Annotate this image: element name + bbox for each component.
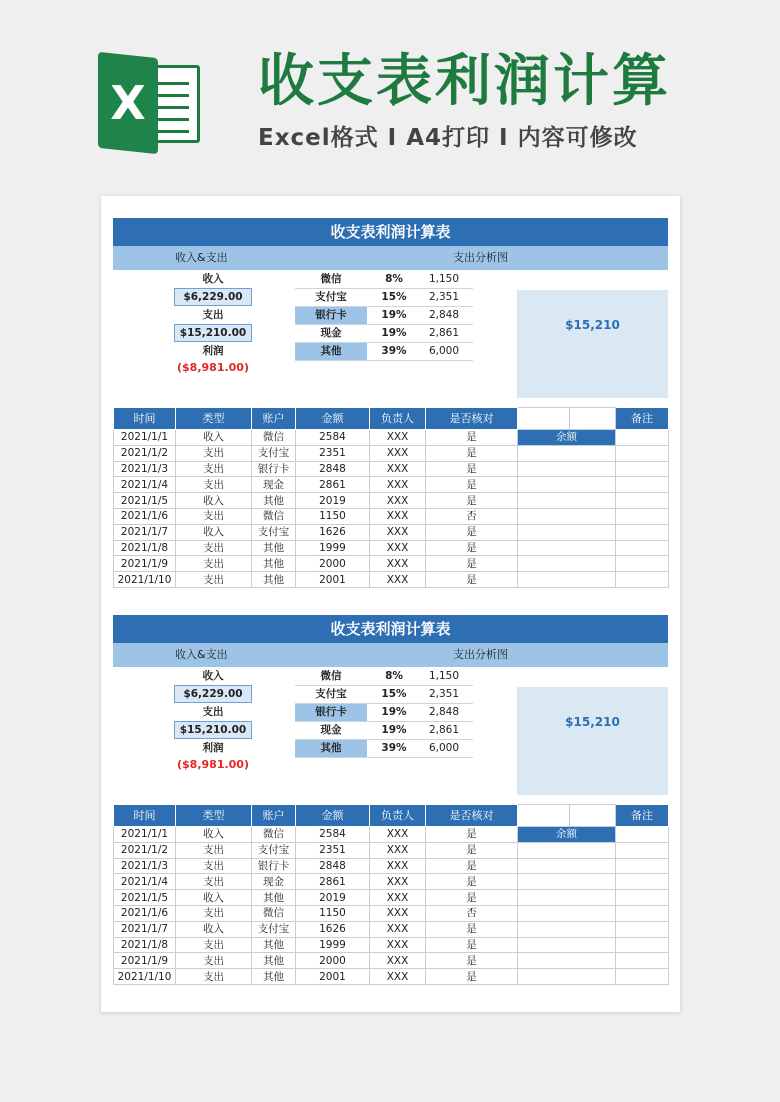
date-cell[interactable]: 2021/1/6 bbox=[114, 905, 176, 921]
category-pct: 19% bbox=[381, 706, 407, 718]
table-row[interactable] bbox=[114, 556, 669, 572]
amount-cell[interactable]: 2001 bbox=[296, 572, 370, 588]
table-row[interactable] bbox=[114, 524, 669, 540]
date-cell[interactable]: 2021/1/10 bbox=[114, 572, 176, 588]
date-cell[interactable]: 2021/1/1 bbox=[114, 430, 176, 446]
column-header: 备注 bbox=[616, 805, 669, 827]
balance-cell[interactable] bbox=[518, 969, 616, 985]
owner-cell[interactable]: XXX bbox=[370, 461, 426, 477]
category-name: 微信 bbox=[320, 273, 342, 285]
balance-cell[interactable] bbox=[518, 905, 616, 921]
amount-cell[interactable]: 2019 bbox=[296, 890, 370, 906]
balance-label: 余额 bbox=[518, 827, 616, 843]
category-row[interactable] bbox=[295, 686, 473, 704]
column-header: 金额 bbox=[296, 408, 370, 430]
date-cell[interactable]: 2021/1/8 bbox=[114, 937, 176, 953]
note-cell[interactable] bbox=[616, 508, 669, 524]
table-row[interactable] bbox=[114, 493, 669, 509]
type-cell[interactable]: 收入 bbox=[176, 430, 252, 446]
expense-value[interactable]: $15,210.00 bbox=[174, 721, 252, 739]
amount-cell[interactable]: 2848 bbox=[296, 858, 370, 874]
owner-cell[interactable]: XXX bbox=[370, 827, 426, 843]
checked-cell[interactable]: 是 bbox=[426, 874, 518, 890]
amount-cell[interactable]: 2848 bbox=[296, 461, 370, 477]
excel-logo-icon bbox=[98, 55, 202, 151]
table-row[interactable] bbox=[114, 572, 669, 588]
category-name: 现金 bbox=[320, 327, 342, 339]
table-row[interactable] bbox=[114, 430, 669, 446]
checked-cell[interactable]: 是 bbox=[426, 969, 518, 985]
income-expense-label: 收入&支出 bbox=[175, 648, 228, 661]
owner-cell[interactable]: XXX bbox=[370, 572, 426, 588]
amount-cell[interactable]: 2351 bbox=[296, 842, 370, 858]
note-cell[interactable] bbox=[616, 477, 669, 493]
amount-cell[interactable]: 2861 bbox=[296, 477, 370, 493]
date-cell[interactable]: 2021/1/2 bbox=[114, 445, 176, 461]
date-cell[interactable]: 2021/1/5 bbox=[114, 890, 176, 906]
type-cell[interactable]: 支出 bbox=[176, 540, 252, 556]
owner-cell[interactable]: XXX bbox=[370, 858, 426, 874]
amount-cell[interactable]: 2000 bbox=[296, 556, 370, 572]
account-cell[interactable]: 现金 bbox=[252, 477, 296, 493]
account-cell[interactable]: 其他 bbox=[252, 572, 296, 588]
account-cell[interactable]: 现金 bbox=[252, 874, 296, 890]
category-amount: 6,000 bbox=[428, 742, 459, 754]
owner-cell[interactable]: XXX bbox=[370, 430, 426, 446]
category-amount: 1,150 bbox=[428, 273, 459, 285]
balance-cell[interactable] bbox=[518, 461, 616, 477]
balance-cell[interactable] bbox=[518, 477, 616, 493]
balance-cell[interactable] bbox=[518, 508, 616, 524]
checked-cell[interactable]: 是 bbox=[426, 445, 518, 461]
category-name: 现金 bbox=[320, 724, 342, 736]
owner-cell[interactable]: XXX bbox=[370, 969, 426, 985]
note-cell[interactable] bbox=[616, 524, 669, 540]
expense-chart[interactable] bbox=[517, 687, 668, 795]
note-cell[interactable] bbox=[616, 827, 669, 843]
date-cell[interactable]: 2021/1/7 bbox=[114, 921, 176, 937]
account-cell[interactable]: 其他 bbox=[252, 556, 296, 572]
table-row[interactable] bbox=[114, 953, 669, 969]
category-pct: 19% bbox=[381, 309, 407, 321]
type-cell[interactable]: 支出 bbox=[176, 937, 252, 953]
column-header: 时间 bbox=[114, 805, 176, 827]
note-cell[interactable] bbox=[616, 890, 669, 906]
category-pct: 19% bbox=[381, 327, 407, 339]
owner-cell[interactable]: XXX bbox=[370, 540, 426, 556]
type-cell[interactable]: 支出 bbox=[176, 953, 252, 969]
amount-cell[interactable]: 1150 bbox=[296, 508, 370, 524]
expense-value[interactable]: $15,210.00 bbox=[174, 324, 252, 342]
checked-cell[interactable]: 否 bbox=[426, 508, 518, 524]
balance-cell[interactable] bbox=[518, 556, 616, 572]
note-cell[interactable] bbox=[616, 461, 669, 477]
owner-cell[interactable]: XXX bbox=[370, 953, 426, 969]
document-page bbox=[101, 196, 680, 1012]
type-cell[interactable]: 收入 bbox=[176, 921, 252, 937]
category-pct: 19% bbox=[381, 724, 407, 736]
checked-cell[interactable]: 是 bbox=[426, 430, 518, 446]
column-header: 负责人 bbox=[370, 408, 426, 430]
category-amount: 1,150 bbox=[428, 670, 459, 682]
page-title: 收支表利润计算 bbox=[258, 49, 671, 114]
account-cell[interactable]: 微信 bbox=[252, 905, 296, 921]
account-cell[interactable]: 其他 bbox=[252, 890, 296, 906]
profit-label: 利润 bbox=[202, 345, 224, 357]
amount-cell[interactable]: 2861 bbox=[296, 874, 370, 890]
type-cell[interactable]: 支出 bbox=[176, 508, 252, 524]
checked-cell[interactable]: 是 bbox=[426, 540, 518, 556]
column-header-blank[interactable] bbox=[518, 805, 570, 827]
category-row[interactable] bbox=[295, 307, 473, 325]
chart-total: $15,210 bbox=[565, 715, 620, 729]
sheet-title: 收支表利润计算表 bbox=[113, 218, 668, 246]
balance-cell[interactable] bbox=[518, 858, 616, 874]
amount-cell[interactable]: 2584 bbox=[296, 827, 370, 843]
amount-cell[interactable]: 2584 bbox=[296, 430, 370, 446]
note-cell[interactable] bbox=[616, 430, 669, 446]
type-cell[interactable]: 收入 bbox=[176, 524, 252, 540]
table-row[interactable] bbox=[114, 905, 669, 921]
balance-cell[interactable] bbox=[518, 524, 616, 540]
table-row[interactable] bbox=[114, 937, 669, 953]
checked-cell[interactable]: 是 bbox=[426, 493, 518, 509]
category-row[interactable] bbox=[295, 289, 473, 307]
balance-cell[interactable] bbox=[518, 842, 616, 858]
type-cell[interactable]: 支出 bbox=[176, 858, 252, 874]
amount-cell[interactable]: 2000 bbox=[296, 953, 370, 969]
date-cell[interactable]: 2021/1/9 bbox=[114, 556, 176, 572]
category-pct: 39% bbox=[381, 742, 407, 754]
note-cell[interactable] bbox=[616, 953, 669, 969]
type-cell[interactable]: 收入 bbox=[176, 890, 252, 906]
category-amount: 2,861 bbox=[428, 327, 459, 339]
balance-cell[interactable] bbox=[518, 493, 616, 509]
note-cell[interactable] bbox=[616, 556, 669, 572]
note-cell[interactable] bbox=[616, 937, 669, 953]
type-cell[interactable]: 支出 bbox=[176, 477, 252, 493]
note-cell[interactable] bbox=[616, 445, 669, 461]
column-header: 类型 bbox=[176, 408, 252, 430]
category-name: 银行卡 bbox=[295, 704, 367, 721]
table-row[interactable] bbox=[114, 477, 669, 493]
amount-cell[interactable]: 1626 bbox=[296, 921, 370, 937]
profit-label: 利润 bbox=[202, 742, 224, 754]
table-row[interactable] bbox=[114, 969, 669, 985]
category-name: 其他 bbox=[295, 740, 367, 757]
balance-cell[interactable] bbox=[518, 572, 616, 588]
account-cell[interactable]: 支付宝 bbox=[252, 445, 296, 461]
checked-cell[interactable]: 是 bbox=[426, 461, 518, 477]
owner-cell[interactable]: XXX bbox=[370, 508, 426, 524]
account-cell[interactable]: 支付宝 bbox=[252, 921, 296, 937]
chart-total: $15,210 bbox=[565, 318, 620, 332]
sheet-title: 收支表利润计算表 bbox=[113, 615, 668, 643]
category-pct: 8% bbox=[385, 670, 403, 682]
category-row[interactable] bbox=[295, 668, 473, 686]
section-header bbox=[113, 643, 668, 667]
column-header-blank[interactable] bbox=[518, 408, 570, 430]
category-row[interactable] bbox=[295, 722, 473, 740]
amount-cell[interactable]: 2351 bbox=[296, 445, 370, 461]
date-cell[interactable]: 2021/1/4 bbox=[114, 477, 176, 493]
category-row[interactable] bbox=[295, 343, 473, 361]
amount-cell[interactable]: 1999 bbox=[296, 540, 370, 556]
income-label: 收入 bbox=[202, 273, 224, 285]
column-header-blank[interactable] bbox=[570, 805, 616, 827]
balance-cell[interactable] bbox=[518, 445, 616, 461]
checked-cell[interactable]: 是 bbox=[426, 953, 518, 969]
account-cell[interactable]: 微信 bbox=[252, 827, 296, 843]
note-cell[interactable] bbox=[616, 921, 669, 937]
analysis-label: 支出分析图 bbox=[453, 251, 508, 264]
sheet-block bbox=[113, 218, 668, 590]
account-cell[interactable]: 银行卡 bbox=[252, 461, 296, 477]
column-header: 账户 bbox=[252, 805, 296, 827]
category-amount: 2,848 bbox=[428, 706, 459, 718]
checked-cell[interactable]: 是 bbox=[426, 842, 518, 858]
table-row[interactable] bbox=[114, 890, 669, 906]
account-cell[interactable]: 支付宝 bbox=[252, 842, 296, 858]
table-header bbox=[114, 408, 669, 430]
expense-chart[interactable] bbox=[517, 290, 668, 398]
owner-cell[interactable]: XXX bbox=[370, 937, 426, 953]
amount-cell[interactable]: 1999 bbox=[296, 937, 370, 953]
note-cell[interactable] bbox=[616, 858, 669, 874]
date-cell[interactable]: 2021/1/7 bbox=[114, 524, 176, 540]
account-cell[interactable]: 其他 bbox=[252, 540, 296, 556]
note-cell[interactable] bbox=[616, 905, 669, 921]
column-header: 是否核对 bbox=[426, 408, 518, 430]
checked-cell[interactable]: 是 bbox=[426, 921, 518, 937]
date-cell[interactable]: 2021/1/3 bbox=[114, 461, 176, 477]
note-cell[interactable] bbox=[616, 842, 669, 858]
table-row[interactable] bbox=[114, 508, 669, 524]
type-cell[interactable]: 支出 bbox=[176, 969, 252, 985]
amount-cell[interactable]: 2001 bbox=[296, 969, 370, 985]
table-row[interactable] bbox=[114, 461, 669, 477]
income-value[interactable]: $6,229.00 bbox=[174, 288, 252, 306]
category-pct: 39% bbox=[381, 345, 407, 357]
type-cell[interactable]: 支出 bbox=[176, 905, 252, 921]
balance-label: 余额 bbox=[518, 430, 616, 446]
type-cell[interactable]: 支出 bbox=[176, 874, 252, 890]
checked-cell[interactable]: 是 bbox=[426, 556, 518, 572]
amount-cell[interactable]: 1626 bbox=[296, 524, 370, 540]
table-row[interactable] bbox=[114, 858, 669, 874]
date-cell[interactable]: 2021/1/2 bbox=[114, 842, 176, 858]
category-amount: 6,000 bbox=[428, 345, 459, 357]
category-amount: 2,848 bbox=[428, 309, 459, 321]
owner-cell[interactable]: XXX bbox=[370, 874, 426, 890]
date-cell[interactable]: 2021/1/9 bbox=[114, 953, 176, 969]
logo-letter: X bbox=[110, 76, 146, 130]
owner-cell[interactable]: XXX bbox=[370, 524, 426, 540]
category-row[interactable] bbox=[295, 271, 473, 289]
column-header: 时间 bbox=[114, 408, 176, 430]
date-cell[interactable]: 2021/1/6 bbox=[114, 508, 176, 524]
account-cell[interactable]: 微信 bbox=[252, 508, 296, 524]
type-cell[interactable]: 支出 bbox=[176, 842, 252, 858]
checked-cell[interactable]: 是 bbox=[426, 890, 518, 906]
note-cell[interactable] bbox=[616, 969, 669, 985]
page-subtitle: Excel格式 I A4打印 I 内容可修改 bbox=[258, 125, 638, 151]
date-cell[interactable]: 2021/1/1 bbox=[114, 827, 176, 843]
owner-cell[interactable]: XXX bbox=[370, 493, 426, 509]
account-cell[interactable]: 银行卡 bbox=[252, 858, 296, 874]
category-row[interactable] bbox=[295, 325, 473, 343]
note-cell[interactable] bbox=[616, 493, 669, 509]
type-cell[interactable]: 支出 bbox=[176, 556, 252, 572]
table-row[interactable] bbox=[114, 540, 669, 556]
note-cell[interactable] bbox=[616, 874, 669, 890]
sheet-block bbox=[113, 615, 668, 987]
transaction-table bbox=[113, 407, 669, 588]
account-cell[interactable]: 其他 bbox=[252, 953, 296, 969]
table-row[interactable] bbox=[114, 874, 669, 890]
checked-cell[interactable]: 是 bbox=[426, 524, 518, 540]
date-cell[interactable]: 2021/1/8 bbox=[114, 540, 176, 556]
analysis-label: 支出分析图 bbox=[453, 648, 508, 661]
owner-cell[interactable]: XXX bbox=[370, 890, 426, 906]
checked-cell[interactable]: 是 bbox=[426, 858, 518, 874]
type-cell[interactable]: 支出 bbox=[176, 572, 252, 588]
income-value[interactable]: $6,229.00 bbox=[174, 685, 252, 703]
balance-cell[interactable] bbox=[518, 921, 616, 937]
account-cell[interactable]: 其他 bbox=[252, 493, 296, 509]
type-cell[interactable]: 收入 bbox=[176, 827, 252, 843]
date-cell[interactable]: 2021/1/5 bbox=[114, 493, 176, 509]
checked-cell[interactable]: 是 bbox=[426, 827, 518, 843]
balance-cell[interactable] bbox=[518, 890, 616, 906]
category-name: 微信 bbox=[320, 670, 342, 682]
amount-cell[interactable]: 1150 bbox=[296, 905, 370, 921]
account-cell[interactable]: 支付宝 bbox=[252, 524, 296, 540]
table-row[interactable] bbox=[114, 827, 669, 843]
owner-cell[interactable]: XXX bbox=[370, 842, 426, 858]
checked-cell[interactable]: 否 bbox=[426, 905, 518, 921]
owner-cell[interactable]: XXX bbox=[370, 477, 426, 493]
owner-cell[interactable]: XXX bbox=[370, 921, 426, 937]
profit-value[interactable]: ($8,981.00) bbox=[177, 361, 249, 374]
date-cell[interactable]: 2021/1/4 bbox=[114, 874, 176, 890]
income-label: 收入 bbox=[202, 670, 224, 682]
date-cell[interactable]: 2021/1/3 bbox=[114, 858, 176, 874]
income-expense-label: 收入&支出 bbox=[175, 251, 228, 264]
table-row[interactable] bbox=[114, 445, 669, 461]
column-header: 金额 bbox=[296, 805, 370, 827]
category-amount: 2,861 bbox=[428, 724, 459, 736]
category-row[interactable] bbox=[295, 704, 473, 722]
type-cell[interactable]: 支出 bbox=[176, 445, 252, 461]
account-cell[interactable]: 其他 bbox=[252, 937, 296, 953]
note-cell[interactable] bbox=[616, 540, 669, 556]
column-header: 是否核对 bbox=[426, 805, 518, 827]
owner-cell[interactable]: XXX bbox=[370, 556, 426, 572]
expense-label: 支出 bbox=[202, 706, 224, 718]
table-row[interactable] bbox=[114, 921, 669, 937]
column-header: 类型 bbox=[176, 805, 252, 827]
profit-value[interactable]: ($8,981.00) bbox=[177, 758, 249, 771]
category-name: 其他 bbox=[295, 343, 367, 360]
column-header-blank[interactable] bbox=[570, 408, 616, 430]
checked-cell[interactable]: 是 bbox=[426, 477, 518, 493]
owner-cell[interactable]: XXX bbox=[370, 905, 426, 921]
balance-cell[interactable] bbox=[518, 953, 616, 969]
category-name: 银行卡 bbox=[295, 307, 367, 324]
checked-cell[interactable]: 是 bbox=[426, 572, 518, 588]
type-cell[interactable]: 收入 bbox=[176, 493, 252, 509]
table-row[interactable] bbox=[114, 842, 669, 858]
category-amount: 2,351 bbox=[428, 291, 459, 303]
category-name: 支付宝 bbox=[315, 291, 347, 303]
account-cell[interactable]: 微信 bbox=[252, 430, 296, 446]
category-amount: 2,351 bbox=[428, 688, 459, 700]
date-cell[interactable]: 2021/1/10 bbox=[114, 969, 176, 985]
balance-cell[interactable] bbox=[518, 540, 616, 556]
category-pct: 8% bbox=[385, 273, 403, 285]
owner-cell[interactable]: XXX bbox=[370, 445, 426, 461]
type-cell[interactable]: 支出 bbox=[176, 461, 252, 477]
section-header bbox=[113, 246, 668, 270]
category-pct: 15% bbox=[381, 291, 407, 303]
note-cell[interactable] bbox=[616, 572, 669, 588]
expense-label: 支出 bbox=[202, 309, 224, 321]
checked-cell[interactable]: 是 bbox=[426, 937, 518, 953]
table-header bbox=[114, 805, 669, 827]
category-name: 支付宝 bbox=[315, 688, 347, 700]
column-header: 负责人 bbox=[370, 805, 426, 827]
balance-cell[interactable] bbox=[518, 937, 616, 953]
column-header: 账户 bbox=[252, 408, 296, 430]
amount-cell[interactable]: 2019 bbox=[296, 493, 370, 509]
balance-cell[interactable] bbox=[518, 874, 616, 890]
category-row[interactable] bbox=[295, 740, 473, 758]
account-cell[interactable]: 其他 bbox=[252, 969, 296, 985]
column-header: 备注 bbox=[616, 408, 669, 430]
transaction-table bbox=[113, 804, 669, 985]
category-pct: 15% bbox=[381, 688, 407, 700]
